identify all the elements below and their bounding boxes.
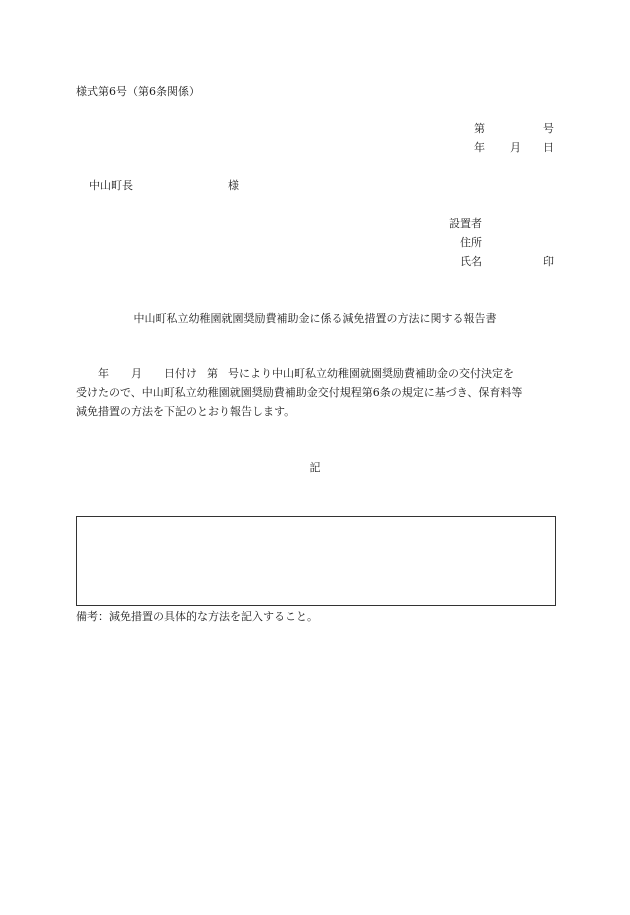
recipient-name: 中山町長 xyxy=(89,179,133,192)
reduction-method-entry-box[interactable] xyxy=(76,516,556,606)
body-year: 年 xyxy=(98,367,109,380)
body-line-1 xyxy=(76,364,557,383)
document-number-suffix: 号 xyxy=(543,122,554,135)
body-dated: 日付け xyxy=(164,367,197,380)
document-title: 中山町私立幼稚園就園奨励費補助金に係る減免措置の方法に関する報告書 xyxy=(133,312,497,325)
body-number-prefix: 第 xyxy=(207,367,218,380)
date-month-label: 月 xyxy=(510,141,521,154)
seal-mark: 印 xyxy=(543,255,554,268)
name-label: 氏名 xyxy=(460,255,482,268)
body-month: 月 xyxy=(131,367,142,380)
body-line-1-rest: 号により中山町私立幼稚園就園奨励費補助金の交付決定を xyxy=(228,367,514,380)
address-label: 住所 xyxy=(460,236,482,249)
body-line-3: 減免措置の方法を下記のとおり報告します。 xyxy=(76,405,296,418)
body-paragraph xyxy=(76,364,557,421)
body-line-2: 受けたので、中山町私立幼稚園就園奨励費補助金交付規程第6条の規定に基づき、保育料等 xyxy=(76,386,523,399)
date-year-label: 年 xyxy=(474,141,485,154)
founder-label: 設置者 xyxy=(449,217,482,230)
ki-heading: 記 xyxy=(309,461,321,474)
document-number-label: 第 xyxy=(474,122,485,135)
form-number: 様式第6号（第6条関係） xyxy=(76,85,200,98)
date-day-label: 日 xyxy=(543,141,554,154)
recipient-honorific: 様 xyxy=(228,179,239,192)
remarks-note: 備考：減免措置の具体的な方法を記入すること。 xyxy=(76,610,318,623)
